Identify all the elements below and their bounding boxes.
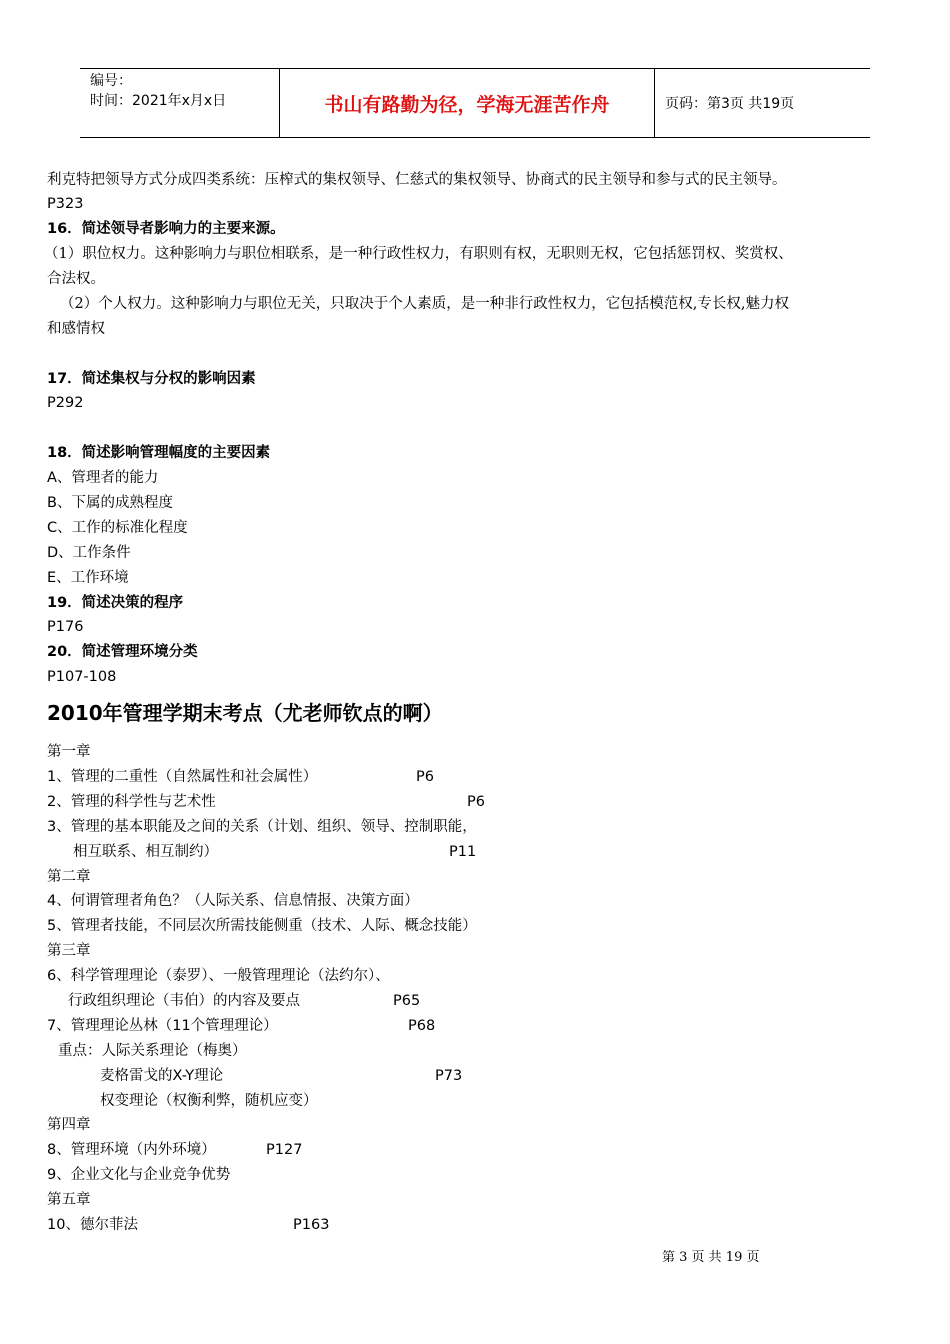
chapter-label: 第二章 [47,869,91,885]
page-ref: P65 [393,993,421,1009]
number-label: 编号： [90,73,132,89]
list-item: B、下属的成熟程度 [47,495,173,511]
page-ref: P11 [449,844,477,860]
question-heading: 17．简述集权与分权的影响因素 [47,371,256,387]
list-item: D、工作条件 [47,545,131,561]
list-item: 麦格雷戈的X-Y理论 [100,1068,224,1084]
list-item: 6、科学管理理论（泰罗）、一般管理理论（法约尔）、 [47,968,390,984]
question-heading: 18．简述影响管理幅度的主要因素 [47,445,271,461]
page-ref: P323 [47,196,84,212]
chapter-label: 第四章 [47,1117,91,1133]
header-meta [80,69,280,137]
list-item: 2、管理的科学性与艺术性 [47,794,216,810]
list-item: 重点：人际关系理论（梅奥） [58,1043,247,1059]
page-ref: P68 [408,1018,436,1034]
header-page-info: 页码：第3页 共19页 [665,96,795,112]
text-line: 合法权。 [47,271,105,287]
text-line: （2）个人权力。这种影响力与职位无关，只取决于个人素质，是一种非行政性权力，它包括模范权,专长权,魅力权 [60,296,789,312]
page-ref: P6 [416,769,434,785]
page-ref: P6 [467,794,485,810]
text-line: 和感情权 [47,321,105,337]
list-item: 9、企业文化与企业竞争优势 [47,1167,231,1183]
list-item: 3、管理的基本职能及之间的关系（计划、组织、领导、控制职能， [47,819,477,835]
document-header [80,68,870,138]
section-title: 2010年管理学期末考点（尤老师钦点的啊） [47,701,443,725]
list-item: 行政组织理论（韦伯）的内容及要点 [68,993,300,1009]
page-footer: 第 3 页 共 19 页 [662,1250,760,1265]
page-ref: P292 [47,395,84,411]
time-label: 时间：2021年x月x日 [90,93,227,109]
question-heading: 19．简述决策的程序 [47,595,184,611]
list-item: 7、管理理论丛林（11个管理理论） [47,1018,278,1034]
page-ref: P127 [266,1142,303,1158]
list-item: E、工作环境 [47,570,129,586]
list-item: 5、管理者技能，不同层次所需技能侧重（技术、人际、概念技能） [47,918,477,934]
list-item: 相互联系、相互制约） [73,844,218,860]
text-line: 利克特把领导方式分成四类系统：压榨式的集权领导、仁慈式的集权领导、协商式的民主领导和参与式的民主领导。 [47,172,787,188]
list-item: 8、管理环境（内外环境） [47,1142,216,1158]
page-ref: P163 [293,1217,330,1233]
chapter-label: 第一章 [47,744,91,760]
header-motto: 书山有路勤为径，学海无涯苦作舟 [280,69,655,137]
list-item: 权变理论（权衡利弊，随机应变） [100,1093,318,1109]
page-ref: P176 [47,619,84,635]
chapter-label: 第三章 [47,943,91,959]
chapter-label: 第五章 [47,1192,91,1208]
list-item: 10、德尔菲法 [47,1217,138,1233]
page-ref: P73 [435,1068,463,1084]
text-line: （1）职位权力。这种影响力与职位相联系，是一种行政性权力，有职则有权，无职则无权，它包括惩罚权、奖赏权、 [44,246,793,262]
list-item: A、管理者的能力 [47,470,159,486]
list-item: C、工作的标准化程度 [47,520,188,536]
question-heading: 16．简述领导者影响力的主要来源。 [47,221,285,237]
page-ref: P107-108 [47,669,117,685]
question-heading: 20．简述管理环境分类 [47,644,198,660]
list-item: 4、何谓管理者角色？（人际关系、信息情报、决策方面） [47,893,419,909]
list-item: 1、管理的二重性（自然属性和社会属性） [47,769,318,785]
